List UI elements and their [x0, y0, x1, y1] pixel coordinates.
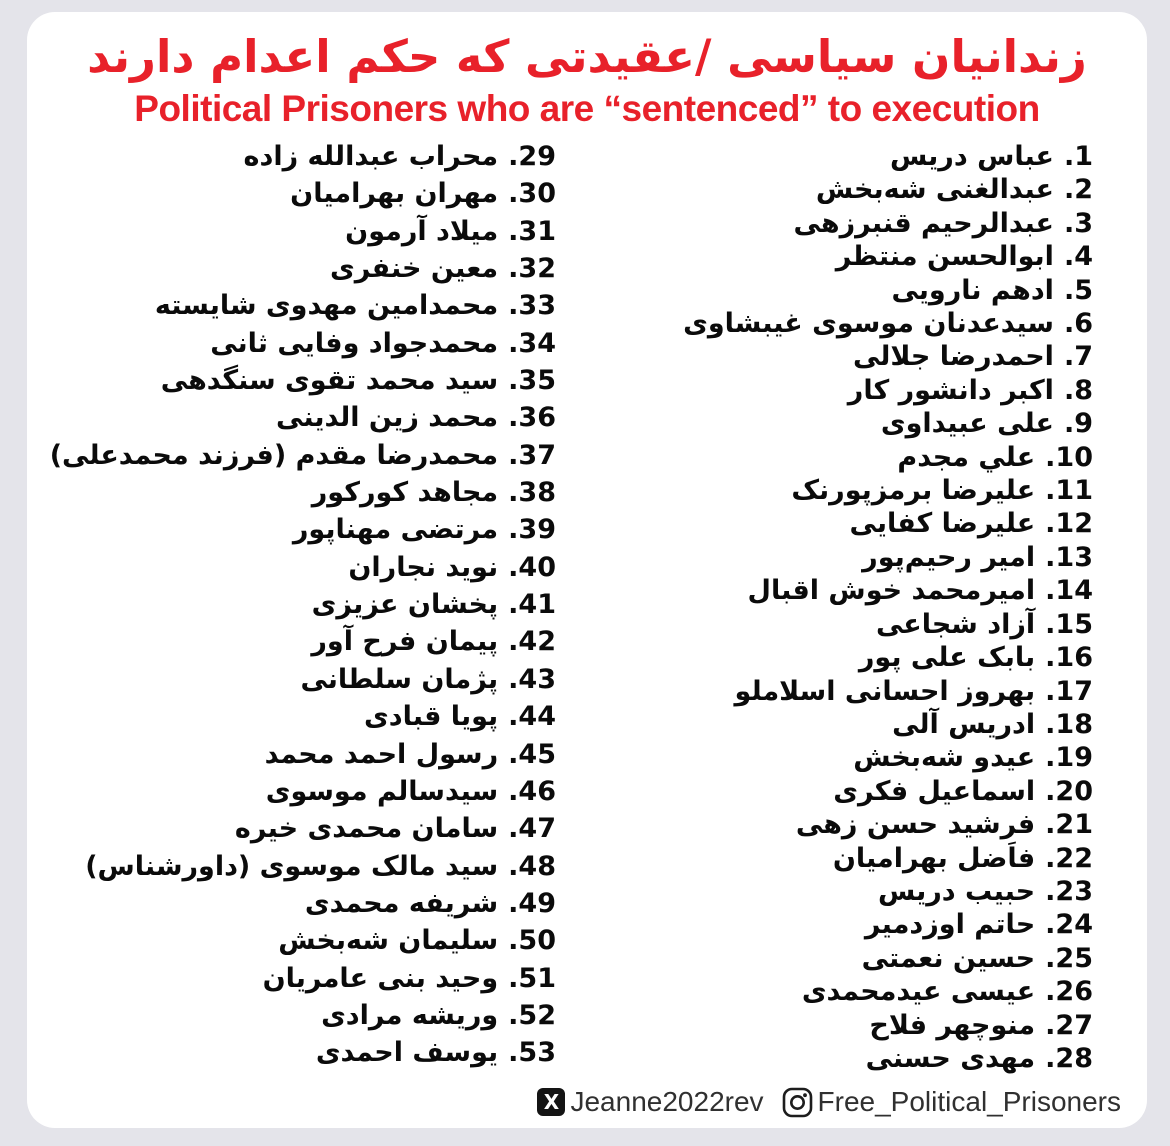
prisoner-name: پخشان عزیزی: [311, 589, 499, 621]
prisoner-number: 16.: [1045, 642, 1093, 674]
prisoner-name: ادریس آلی: [892, 708, 1036, 740]
prisoner-number: 52.: [508, 999, 556, 1031]
prisoner-row: [36, 627, 556, 657]
prisoner-row: [573, 677, 1093, 707]
prisoner-name: سید محمد تقوی سنگدهی: [160, 365, 499, 397]
prisoner-row: [36, 964, 556, 994]
x-twitter-icon: X: [537, 1088, 565, 1116]
prisoner-number: 4.: [1063, 241, 1093, 273]
prisoner-number: 22.: [1045, 842, 1093, 874]
prisoner-number: 17.: [1045, 675, 1093, 707]
prisoner-number: 42.: [508, 626, 556, 658]
prisoner-row: [573, 509, 1093, 539]
prisoner-number: 48.: [508, 850, 556, 882]
prisoner-number: 47.: [508, 813, 556, 845]
prisoner-name: عیدو شه‌بخش: [853, 742, 1036, 774]
prisoner-number: 49.: [508, 887, 556, 919]
prisoner-number: 29.: [508, 141, 556, 172]
prisoner-name: حاتم اوزدمیر: [864, 909, 1036, 941]
prisoner-name: مهدی حسنی: [865, 1042, 1036, 1074]
prisoner-name: عبدالغنی شه‌بخش: [815, 174, 1054, 206]
prisoner-name: پیمان فرح آور: [311, 626, 499, 658]
prisoner-name: بابک علی پور: [858, 642, 1036, 674]
prisoner-number: 51.: [508, 962, 556, 994]
prisoner-row: [36, 665, 556, 695]
prisoner-row: [573, 309, 1093, 339]
prisoner-name: محمدامین مهدوی شایسته: [154, 290, 499, 322]
prisoner-name: اسماعیل فکری: [833, 775, 1036, 807]
prisoner-row: [573, 710, 1093, 740]
prisoner-number: 2.: [1063, 174, 1093, 206]
prisoner-name: علیرضا کفایی: [849, 508, 1036, 540]
prisoner-row: [573, 777, 1093, 807]
prisoner-row: [573, 142, 1093, 172]
prisoner-name: معین خنفری: [330, 253, 499, 285]
prisoner-name: فرشید حسن زهی: [795, 809, 1036, 841]
prisoner-name: عبدالرحیم قنبرزهی: [793, 207, 1054, 239]
prisoner-number: 1.: [1063, 141, 1093, 172]
prisoner-number: 24.: [1045, 909, 1093, 941]
prisoner-name: سلیمان شه‌بخش: [278, 925, 499, 957]
prisoner-number: 25.: [1045, 942, 1093, 974]
prisoner-name: عیسی عیدمحمدی: [801, 976, 1036, 1008]
prisoner-row: [36, 478, 556, 508]
prisoner-name: منوچهر فلاح: [869, 1009, 1036, 1041]
prisoner-number: 8.: [1063, 374, 1093, 406]
prisoner-name: محمدرضا مقدم (فرزند محمدعلی): [49, 439, 499, 471]
prisoner-number: 53.: [508, 1037, 556, 1069]
prisoner-name: سیدعدنان موسوی غیبشاوی: [683, 308, 1054, 340]
prisoner-row: [573, 877, 1093, 907]
prisoner-row: [573, 175, 1093, 205]
prisoner-row: [36, 254, 556, 284]
prisoner-row: [573, 910, 1093, 940]
prisoner-number: 9.: [1063, 408, 1093, 440]
prisoner-list-right: [573, 142, 1093, 1074]
prisoner-number: 19.: [1045, 742, 1093, 774]
prisoner-name: وریشه مرادی: [321, 999, 499, 1031]
prisoner-row: [36, 814, 556, 844]
prisoner-name: علیرضا برمزپورنک: [791, 475, 1036, 507]
prisoner-name: مجاهد کورکور: [311, 477, 499, 509]
instagram-handle: Free_Political_Prisoners: [817, 1086, 1121, 1117]
prisoner-number: 41.: [508, 589, 556, 621]
poster-card: [27, 12, 1147, 1128]
prisoner-number: 30.: [508, 178, 556, 210]
prisoner-number: 43.: [508, 663, 556, 695]
prisoner-row: [573, 476, 1093, 506]
prisoner-row: [36, 590, 556, 620]
prisoner-number: 27.: [1045, 1009, 1093, 1041]
prisoner-number: 18.: [1045, 708, 1093, 740]
x-twitter-account: [537, 1086, 763, 1118]
prisoner-name: اکبر دانشور کار: [847, 374, 1054, 406]
prisoner-row: [36, 403, 556, 433]
prisoner-row: [573, 944, 1093, 974]
prisoner-name: سیدسالم موسوی: [265, 775, 499, 807]
prisoner-row: [36, 926, 556, 956]
prisoner-row: [36, 889, 556, 919]
prisoner-name: پویا قبادی: [363, 701, 499, 733]
prisoner-number: 5.: [1063, 274, 1093, 306]
prisoner-name: وحید بنی عامریان: [262, 962, 499, 994]
prisoner-row: [573, 1011, 1093, 1041]
prisoner-name: محمد زین الدینی: [276, 402, 499, 434]
prisoner-row: [573, 376, 1093, 406]
prisoner-number: 6.: [1063, 308, 1093, 340]
prisoner-number: 7.: [1063, 341, 1093, 373]
prisoner-number: 45.: [508, 738, 556, 770]
prisoner-number: 44.: [508, 701, 556, 733]
prisoner-name: ادهم نارویی: [891, 274, 1054, 306]
prisoner-name: یوسف احمدی: [315, 1037, 499, 1069]
prisoner-row: [573, 443, 1093, 473]
prisoner-row: [573, 242, 1093, 272]
prisoner-number: 50.: [508, 925, 556, 957]
prisoner-name: نوید نجاران: [348, 551, 499, 583]
prisoner-number: 3.: [1063, 207, 1093, 239]
prisoner-name: حبیب دریس: [877, 875, 1036, 907]
prisoner-row: [36, 179, 556, 209]
prisoner-name: شریفه محمدی: [304, 887, 499, 919]
prisoner-row: [573, 610, 1093, 640]
prisoner-number: 31.: [508, 215, 556, 247]
prisoner-row: [573, 276, 1093, 306]
prisoner-row: [573, 1044, 1093, 1074]
prisoner-row: [573, 844, 1093, 874]
prisoner-number: 10.: [1045, 441, 1093, 473]
title-persian: زندانیان سیاسی /عقیدتی که حکم اعدام دارند: [87, 30, 1087, 83]
prisoner-name: محراب عبدالله زاده: [243, 141, 499, 172]
prisoner-row: [36, 553, 556, 583]
prisoner-name: علی عبیداوی: [880, 408, 1054, 440]
prisoner-row: [36, 441, 556, 471]
prisoner-number: 11.: [1045, 475, 1093, 507]
instagram-account: [782, 1086, 1121, 1118]
prisoner-row: [36, 702, 556, 732]
prisoner-row: [36, 291, 556, 321]
prisoner-number: 20.: [1045, 775, 1093, 807]
prisoner-number: 40.: [508, 551, 556, 583]
prisoner-name: محمدجواد وفایی ثانی: [210, 327, 499, 359]
prisoner-number: 21.: [1045, 809, 1093, 841]
prisoner-name: حسین نعمتی: [861, 942, 1036, 974]
prisoner-name: پژمان سلطانی: [300, 663, 499, 695]
prisoner-row: [36, 740, 556, 770]
prisoner-row: [36, 329, 556, 359]
prisoner-number: 34.: [508, 327, 556, 359]
prisoner-row: [573, 977, 1093, 1007]
prisoner-name: مهران بهرامیان: [290, 178, 499, 210]
prisoner-row: [573, 576, 1093, 606]
prisoner-row: [36, 515, 556, 545]
prisoner-number: 15.: [1045, 608, 1093, 640]
prisoner-row: [573, 342, 1093, 372]
prisoner-number: 23.: [1045, 875, 1093, 907]
prisoner-number: 26.: [1045, 976, 1093, 1008]
prisoner-name: میلاد آرمون: [345, 215, 499, 247]
prisoner-number: 32.: [508, 253, 556, 285]
prisoner-number: 36.: [508, 402, 556, 434]
title-english: Political Prisoners who are “sentenced” to execution: [134, 88, 1040, 129]
prisoner-number: 37.: [508, 439, 556, 471]
prisoner-row: [573, 810, 1093, 840]
prisoner-number: 39.: [508, 514, 556, 546]
prisoner-row: [573, 409, 1093, 439]
prisoner-row: [36, 852, 556, 882]
prisoner-number: 35.: [508, 365, 556, 397]
prisoner-name: علي مجدم: [897, 441, 1036, 473]
x-handle: Jeanne2022rev: [570, 1086, 764, 1117]
prisoner-number: 46.: [508, 775, 556, 807]
prisoner-row: [573, 643, 1093, 673]
prisoner-number: 14.: [1045, 575, 1093, 607]
prisoner-row: [36, 142, 556, 172]
prisoner-name: احمدرضا جلالی: [852, 341, 1054, 373]
prisoner-row: [573, 209, 1093, 239]
prisoner-number: 13.: [1045, 541, 1093, 573]
prisoner-name: ابوالحسن منتظر: [835, 241, 1054, 273]
instagram-icon: [782, 1087, 813, 1118]
prisoner-name: عباس دریس: [889, 141, 1054, 172]
social-footer: [537, 1086, 1121, 1118]
prisoner-name: فاَضل بهرامیان: [832, 842, 1036, 874]
prisoner-row: [573, 743, 1093, 773]
prisoner-row: [573, 543, 1093, 573]
prisoner-row: [36, 1001, 556, 1031]
prisoner-name: سامان محمدی خیره: [234, 813, 499, 845]
prisoner-name: امیر رحیم‌پور: [862, 541, 1036, 573]
prisoner-name: امیرمحمد خوش اقبال: [747, 575, 1036, 607]
prisoner-name: آزاد شجاعی: [875, 608, 1036, 640]
prisoner-name: رسول احمد محمد: [264, 738, 499, 770]
prisoner-number: 33.: [508, 290, 556, 322]
prisoner-name: سید مالک موسوی (داورشناس): [85, 850, 499, 882]
prisoner-number: 12.: [1045, 508, 1093, 540]
prisoner-row: [36, 1038, 556, 1068]
prisoner-row: [36, 366, 556, 396]
prisoner-number: 28.: [1045, 1042, 1093, 1074]
prisoner-row: [36, 777, 556, 807]
prisoner-number: 38.: [508, 477, 556, 509]
prisoner-row: [36, 217, 556, 247]
prisoner-name: مرتضی مهناپور: [292, 514, 499, 546]
prisoner-list-left: [36, 142, 556, 1068]
prisoner-name: بهروز احسانی اسلاملو: [734, 675, 1036, 707]
